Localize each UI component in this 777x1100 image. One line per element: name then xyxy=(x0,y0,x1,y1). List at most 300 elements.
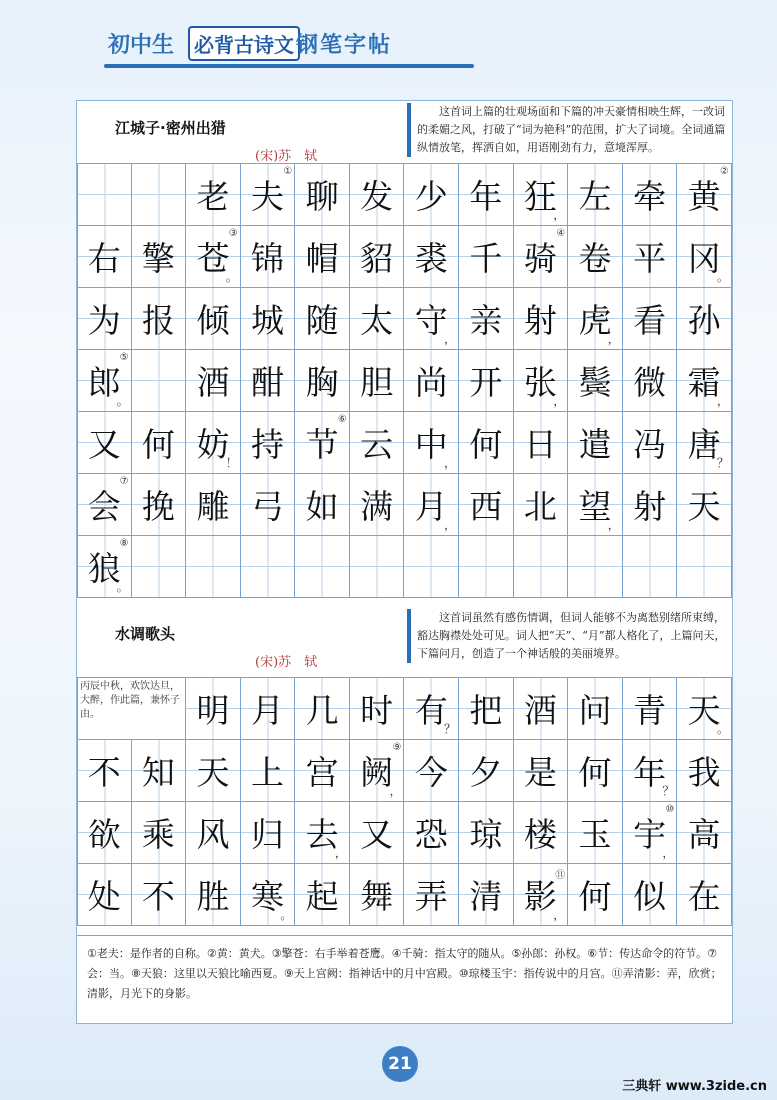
grid-cell xyxy=(241,350,296,412)
grid-cell xyxy=(568,350,623,412)
grid-character: 弄 xyxy=(414,877,448,916)
grid-cell xyxy=(241,226,296,288)
grid-cell xyxy=(568,740,623,802)
grid-cell xyxy=(514,164,569,226)
grid-cell xyxy=(677,678,732,740)
grid-cell xyxy=(77,536,132,598)
grid-cell xyxy=(568,412,623,474)
grid-cell xyxy=(77,802,132,864)
grid-character: 擎 xyxy=(141,239,175,278)
poem2-author: (宋)苏 轼 xyxy=(255,655,318,670)
grid-character: 问 xyxy=(578,691,612,730)
grid-cell xyxy=(677,412,732,474)
grid-character: 年 xyxy=(469,177,503,216)
grid-cell xyxy=(677,536,732,598)
grid-character: 明 xyxy=(196,691,230,730)
grid-cell xyxy=(241,164,296,226)
grid-cell xyxy=(295,474,350,536)
poem1-author: (宋)苏 轼 xyxy=(255,149,318,164)
grid-character: 云 xyxy=(360,425,394,464)
grid-cell xyxy=(459,412,514,474)
grid-cell xyxy=(677,164,732,226)
grid-character: 阙 xyxy=(360,753,394,792)
grid-cell xyxy=(295,536,350,598)
header-boxed-title: 必背古诗文 xyxy=(188,26,300,61)
grid-character: 张 xyxy=(523,363,557,402)
note-marker: ⑨ xyxy=(392,742,402,753)
grid-cell xyxy=(241,474,296,536)
grid-cell xyxy=(514,474,569,536)
grid-character: 胸 xyxy=(305,363,339,402)
grid-character: 挽 xyxy=(141,487,175,526)
grid-cell xyxy=(295,350,350,412)
grid-cell xyxy=(677,226,732,288)
grid-character: 冈 xyxy=(687,239,721,278)
grid-cell xyxy=(77,412,132,474)
grid-cell xyxy=(77,474,132,536)
grid-character: 乘 xyxy=(141,815,175,854)
punctuation-mark: ？ xyxy=(444,722,457,736)
grid-character: 酣 xyxy=(251,363,285,402)
header-subtitle: 钢笔字帖 xyxy=(296,33,393,58)
grid-cell xyxy=(404,164,459,226)
poem2-preface: 丙辰中秋，欢饮达旦，大醉，作此篇，兼怀子由。 xyxy=(80,681,180,720)
grid-cell xyxy=(132,802,187,864)
grid-character: 今 xyxy=(414,753,448,792)
grid-character: 遣 xyxy=(578,425,612,464)
grid-cell xyxy=(350,802,405,864)
grid-cell xyxy=(241,288,296,350)
grid-character: 寒 xyxy=(251,877,285,916)
grid-cell xyxy=(295,226,350,288)
grid-character: 貂 xyxy=(360,239,394,278)
book-header xyxy=(60,20,760,80)
grid-character: 起 xyxy=(305,877,339,916)
grid-cell xyxy=(623,164,678,226)
grid-character: 胆 xyxy=(360,363,394,402)
grid-cell xyxy=(132,226,187,288)
grid-character: 夫 xyxy=(251,177,285,216)
grid-character: 月 xyxy=(414,487,448,526)
grid-cell xyxy=(295,740,350,802)
punctuation-mark: ， xyxy=(444,332,457,346)
grid-character: 弓 xyxy=(251,487,285,526)
grid-cell xyxy=(77,350,132,412)
grid-cell xyxy=(186,412,241,474)
grid-character: 发 xyxy=(360,177,394,216)
grid-cell xyxy=(568,802,623,864)
grid-cell xyxy=(623,864,678,926)
grid-character: 城 xyxy=(251,301,285,340)
grid-character: 太 xyxy=(360,301,394,340)
grid-character: 霜 xyxy=(687,363,721,402)
punctuation-mark: ， xyxy=(607,518,620,532)
grid-cell xyxy=(350,288,405,350)
grid-character: 在 xyxy=(687,877,721,916)
grid-cell xyxy=(459,164,514,226)
note-marker: ③ xyxy=(228,228,238,239)
grid-cell xyxy=(186,802,241,864)
grid-character: 高 xyxy=(687,815,721,854)
grid-cell xyxy=(623,226,678,288)
grid-cell xyxy=(241,678,296,740)
grid-cell xyxy=(132,740,187,802)
grid-cell xyxy=(241,412,296,474)
annotations: ①老夫：是作者的自称。②黄：黄犬。③擎苍：右手举着苍鹰。④千骑：指太守的随从。⑤孙郎：孙权。⑥节：传达命令的符节。⑦会：当。⑧天狼：这里以天狼比喻西夏。⑨天上宫阙：指神话中的月中宫殿。⑩琼楼玉宇：指传说中的月宫。⑪弄清影：弄，欣赏；清影，月光下的身影。 xyxy=(77,935,732,1023)
grid-cell xyxy=(623,678,678,740)
grid-cell xyxy=(186,740,241,802)
grid-character: 鬓 xyxy=(578,363,612,402)
grid-character: 节 xyxy=(305,425,339,464)
grid-cell xyxy=(186,288,241,350)
note-marker: ⑩ xyxy=(665,804,675,815)
grid-cell xyxy=(241,864,296,926)
grid-character: 看 xyxy=(633,301,667,340)
grid-cell xyxy=(186,678,241,740)
grid-cell xyxy=(295,678,350,740)
grid-cell xyxy=(77,740,132,802)
grid-cell xyxy=(568,226,623,288)
grid-character: 锦 xyxy=(251,239,285,278)
grid-cell xyxy=(186,864,241,926)
grid-cell xyxy=(295,164,350,226)
grid-character: 有 xyxy=(414,691,448,730)
grid-character: 持 xyxy=(251,425,285,464)
grid-cell xyxy=(459,474,514,536)
note-marker: ② xyxy=(719,166,729,177)
grid-cell xyxy=(350,474,405,536)
grid-cell xyxy=(186,164,241,226)
grid-cell xyxy=(568,864,623,926)
grid-character: 琼 xyxy=(469,815,503,854)
grid-character: 虎 xyxy=(578,301,612,340)
grid-character: 会 xyxy=(87,487,121,526)
grid-character: 狼 xyxy=(87,549,121,588)
grid-cell xyxy=(459,678,514,740)
grid-character: 归 xyxy=(251,815,285,854)
grid-character: 天 xyxy=(196,753,230,792)
grid-cell xyxy=(132,864,187,926)
note-marker: ④ xyxy=(556,228,566,239)
grid-character: 聊 xyxy=(305,177,339,216)
grid-character: 倾 xyxy=(196,301,230,340)
grid-cell xyxy=(459,802,514,864)
punctuation-mark: ， xyxy=(444,456,457,470)
page-number: 21 xyxy=(382,1046,418,1082)
punctuation-mark: ， xyxy=(389,784,402,798)
punctuation-mark: ？ xyxy=(716,456,729,470)
grid-cell xyxy=(459,288,514,350)
grid-character: 孙 xyxy=(687,301,721,340)
grid-character: 又 xyxy=(360,815,394,854)
poem2-title-box xyxy=(77,607,402,670)
grid-cell xyxy=(514,802,569,864)
grid-cell xyxy=(404,288,459,350)
grid-character: 裘 xyxy=(414,239,448,278)
poem2-title: 水调歌头 xyxy=(115,625,176,643)
grid-cell xyxy=(677,864,732,926)
header-series: 初中生 xyxy=(108,33,175,58)
grid-cell xyxy=(350,678,405,740)
grid-character: 西 xyxy=(469,487,503,526)
grid-character: 满 xyxy=(360,487,394,526)
grid-cell xyxy=(404,226,459,288)
punctuation-mark: ， xyxy=(716,394,729,408)
grid-cell xyxy=(295,864,350,926)
poem2-grid xyxy=(77,677,732,926)
grid-character: 平 xyxy=(633,239,667,278)
grid-character: 北 xyxy=(523,487,557,526)
grid-cell xyxy=(677,474,732,536)
grid-character: 风 xyxy=(196,815,230,854)
grid-cell xyxy=(295,802,350,864)
grid-character: 雕 xyxy=(196,487,230,526)
grid-cell xyxy=(350,536,405,598)
grid-character: 何 xyxy=(578,753,612,792)
grid-character: 玉 xyxy=(578,815,612,854)
grid-cell xyxy=(677,740,732,802)
grid-cell xyxy=(514,536,569,598)
grid-character: 不 xyxy=(141,877,175,916)
grid-cell xyxy=(295,288,350,350)
grid-cell xyxy=(132,164,187,226)
grid-character: 知 xyxy=(141,753,175,792)
note-marker: ⑥ xyxy=(337,414,347,425)
grid-cell xyxy=(186,226,241,288)
grid-cell xyxy=(295,412,350,474)
grid-cell xyxy=(459,350,514,412)
grid-cell xyxy=(404,474,459,536)
grid-character: 是 xyxy=(523,753,557,792)
grid-character: 何 xyxy=(578,877,612,916)
grid-character: 把 xyxy=(469,691,503,730)
punctuation-mark: 。 xyxy=(225,270,238,284)
grid-cell xyxy=(404,536,459,598)
grid-cell xyxy=(623,474,678,536)
grid-character: 少 xyxy=(414,177,448,216)
grid-cell xyxy=(241,536,296,598)
grid-character: 影 xyxy=(523,877,557,916)
grid-cell xyxy=(186,536,241,598)
note-marker: ① xyxy=(283,166,293,177)
grid-cell xyxy=(350,226,405,288)
punctuation-mark: 。 xyxy=(716,722,729,736)
grid-character: 老 xyxy=(196,177,230,216)
grid-character: 黄 xyxy=(687,177,721,216)
grid-character: 几 xyxy=(305,691,339,730)
grid-character: 宫 xyxy=(305,753,339,792)
grid-character: 微 xyxy=(633,363,667,402)
grid-character: 尚 xyxy=(414,363,448,402)
grid-character: 舞 xyxy=(360,877,394,916)
grid-cell xyxy=(186,350,241,412)
grid-cell xyxy=(404,802,459,864)
grid-character: 年 xyxy=(633,753,667,792)
grid-character: 开 xyxy=(469,363,503,402)
grid-character: 日 xyxy=(523,425,557,464)
punctuation-mark: ， xyxy=(444,518,457,532)
note-marker: ⑧ xyxy=(119,538,129,549)
grid-character: 为 xyxy=(87,301,121,340)
grid-character: 中 xyxy=(414,425,448,464)
site-watermark: 三典轩 www.3zide.cn xyxy=(622,1079,767,1094)
punctuation-mark: 。 xyxy=(280,908,293,922)
grid-cell xyxy=(623,740,678,802)
grid-character: 楼 xyxy=(523,815,557,854)
grid-cell xyxy=(350,740,405,802)
grid-character: 清 xyxy=(469,877,503,916)
grid-character: 左 xyxy=(578,177,612,216)
punctuation-mark: ！ xyxy=(225,456,238,470)
punctuation-mark: ， xyxy=(553,394,566,408)
punctuation-mark: ， xyxy=(553,208,566,222)
punctuation-mark: ， xyxy=(553,908,566,922)
grid-character: 去 xyxy=(305,815,339,854)
grid-cell xyxy=(568,164,623,226)
grid-cell xyxy=(404,740,459,802)
note-marker: ⑤ xyxy=(119,352,129,363)
grid-cell xyxy=(568,288,623,350)
grid-cell xyxy=(350,412,405,474)
grid-character: 似 xyxy=(633,877,667,916)
grid-cell xyxy=(568,474,623,536)
grid-cell xyxy=(132,412,187,474)
grid-cell xyxy=(514,740,569,802)
grid-character: 苍 xyxy=(196,239,230,278)
poem1-title: 江城子·密州出猎 xyxy=(115,119,226,137)
grid-character: 天 xyxy=(687,487,721,526)
grid-cell xyxy=(623,412,678,474)
grid-cell xyxy=(132,536,187,598)
grid-character: 报 xyxy=(141,301,175,340)
grid-cell xyxy=(350,864,405,926)
grid-cell xyxy=(677,350,732,412)
grid-cell xyxy=(404,678,459,740)
grid-character: 月 xyxy=(251,691,285,730)
grid-character: 随 xyxy=(305,301,339,340)
grid-cell xyxy=(514,412,569,474)
poem1-grid xyxy=(77,163,732,598)
grid-cell xyxy=(514,678,569,740)
grid-cell xyxy=(350,350,405,412)
punctuation-mark: ， xyxy=(607,332,620,346)
grid-character: 射 xyxy=(523,301,557,340)
grid-cell xyxy=(404,864,459,926)
grid-cell xyxy=(677,288,732,350)
grid-cell xyxy=(677,802,732,864)
grid-cell xyxy=(77,864,132,926)
poem2-intro: 这首词虽然有感伤情调，但词人能够不为离愁别绪所束缚，豁达胸襟处处可见。词人把“天”、“月”都人格化了，上篇问天，下篇问月，创造了一个神话般的美丽境界。 xyxy=(407,609,727,663)
grid-character: 守 xyxy=(414,301,448,340)
grid-cell xyxy=(459,740,514,802)
grid-cell xyxy=(241,802,296,864)
grid-cell xyxy=(350,164,405,226)
poem1-title-box xyxy=(77,101,402,164)
note-marker: ⑪ xyxy=(555,870,566,881)
grid-cell xyxy=(568,536,623,598)
punctuation-mark: ， xyxy=(662,846,675,860)
grid-character: 夕 xyxy=(469,753,503,792)
grid-character: 牵 xyxy=(633,177,667,216)
grid-character: 酒 xyxy=(523,691,557,730)
grid-cell xyxy=(404,350,459,412)
note-marker: ⑦ xyxy=(119,476,129,487)
grid-character: 不 xyxy=(87,753,121,792)
grid-character: 又 xyxy=(87,425,121,464)
grid-character: 狂 xyxy=(523,177,557,216)
grid-character: 胜 xyxy=(196,877,230,916)
grid-cell xyxy=(459,226,514,288)
grid-cell xyxy=(77,226,132,288)
grid-character: 欲 xyxy=(87,815,121,854)
grid-cell xyxy=(241,740,296,802)
header-underline xyxy=(104,64,474,68)
grid-character: 望 xyxy=(578,487,612,526)
grid-character: 上 xyxy=(251,753,285,792)
grid-cell xyxy=(568,678,623,740)
grid-cell xyxy=(623,536,678,598)
grid-character: 宇 xyxy=(633,815,667,854)
grid-character: 帽 xyxy=(305,239,339,278)
grid-character: 唐 xyxy=(687,425,721,464)
punctuation-mark: 。 xyxy=(116,394,129,408)
grid-character: 妨 xyxy=(196,425,230,464)
grid-character: 恐 xyxy=(414,815,448,854)
grid-character: 冯 xyxy=(633,425,667,464)
grid-cell xyxy=(514,226,569,288)
grid-cell xyxy=(623,802,678,864)
grid-character: 天 xyxy=(687,691,721,730)
grid-character: 时 xyxy=(360,691,394,730)
punctuation-mark: ， xyxy=(334,846,347,860)
grid-cell xyxy=(514,864,569,926)
grid-character: 如 xyxy=(305,487,339,526)
grid-cell xyxy=(404,412,459,474)
grid-cell xyxy=(77,164,132,226)
grid-character: 处 xyxy=(87,877,121,916)
grid-cell xyxy=(186,474,241,536)
grid-character: 何 xyxy=(469,425,503,464)
grid-character: 酒 xyxy=(196,363,230,402)
punctuation-mark: 。 xyxy=(716,270,729,284)
grid-cell xyxy=(623,288,678,350)
grid-cell xyxy=(459,536,514,598)
grid-character: 卷 xyxy=(578,239,612,278)
grid-cell xyxy=(77,678,186,740)
grid-cell xyxy=(514,288,569,350)
poem1-intro: 这首词上篇的壮观场面和下篇的冲天豪情相映生辉，一改词的柔媚之风，打破了“词为艳科”的范围，扩大了词境。全词通篇纵情放笔，挥洒自如，用语刚劲有力，意境浑厚。 xyxy=(407,103,727,157)
grid-cell xyxy=(132,288,187,350)
grid-cell xyxy=(132,474,187,536)
grid-character: 何 xyxy=(141,425,175,464)
grid-cell xyxy=(623,350,678,412)
copybook-page xyxy=(76,100,733,1024)
grid-character: 射 xyxy=(633,487,667,526)
grid-character: 亲 xyxy=(469,301,503,340)
grid-cell xyxy=(459,864,514,926)
grid-cell xyxy=(514,350,569,412)
punctuation-mark: ？ xyxy=(662,784,675,798)
grid-cell xyxy=(77,288,132,350)
grid-character: 郎 xyxy=(87,363,121,402)
grid-character: 千 xyxy=(469,239,503,278)
grid-character: 右 xyxy=(87,239,121,278)
grid-character: 青 xyxy=(633,691,667,730)
punctuation-mark: 。 xyxy=(116,580,129,594)
grid-character: 我 xyxy=(687,753,721,792)
grid-character: 骑 xyxy=(523,239,557,278)
grid-cell xyxy=(132,350,187,412)
